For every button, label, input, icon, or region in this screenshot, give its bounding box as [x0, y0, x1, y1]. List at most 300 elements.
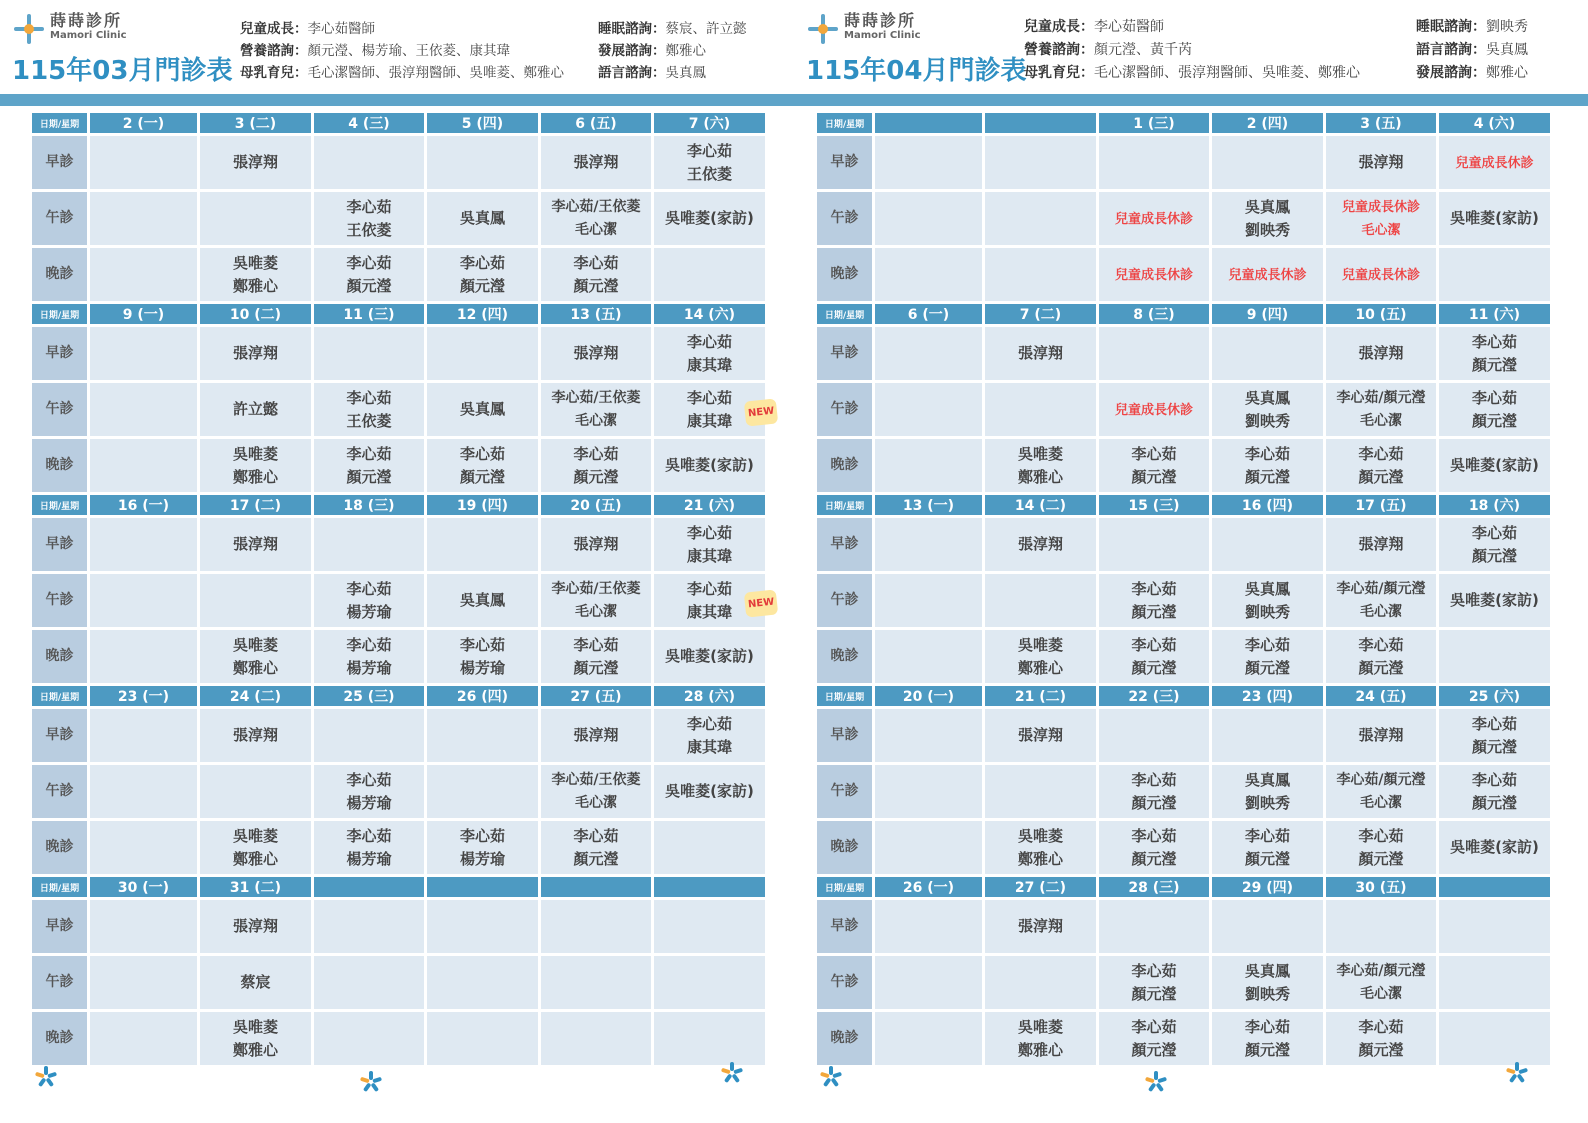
schedule-cell [90, 327, 197, 383]
schedule-cell [1326, 383, 1436, 439]
date-label-cell: 日期/星期 [817, 495, 872, 518]
schedule-cell-text: 吳唯菱 鄭雅心 [1017, 1017, 1063, 1059]
schedule-cell [1099, 327, 1209, 383]
schedule-cell-text: 李心茹 康其瑋 [686, 523, 732, 565]
slot-label-cell: 晚診 [32, 439, 87, 495]
day-header-cell: 22 (三) [1099, 686, 1209, 709]
schedule-cell [1326, 574, 1436, 630]
schedule-cell [985, 383, 1096, 439]
schedule-cell-text: 李心茹 顏元瀅 [1471, 523, 1517, 565]
schedule-cell [541, 900, 651, 956]
schedule-cell [541, 574, 651, 630]
schedule-cell [200, 709, 311, 765]
schedule-cell-text: 吳唯菱(家訪) [1450, 838, 1539, 856]
slot-label-cell: 早診 [817, 136, 872, 192]
date-label-cell: 日期/星期 [817, 304, 872, 327]
schedule-cell [200, 383, 311, 439]
slot-label-cell: 早診 [32, 327, 87, 383]
schedule-cell-text: 李心茹/王依菱 毛心潔 [551, 580, 641, 620]
schedule-cell [90, 439, 197, 495]
schedule-cell-text: 李心茹 楊芳瑜 [459, 635, 505, 677]
schedule-cell [90, 383, 197, 439]
clinic-name-en: Mamori Clinic [844, 30, 921, 41]
schedule-cell [1212, 956, 1323, 1012]
schedule-cell-text: 吳唯菱 鄭雅心 [1017, 826, 1063, 868]
schedule-cell [427, 630, 538, 686]
clinic-name-cn: 蒔蒔診所 [844, 11, 917, 30]
day-header-cell: 21 (六) [654, 495, 765, 518]
schedule-cell [427, 439, 538, 495]
schedule-cell [1099, 1012, 1209, 1068]
schedule-cell-text: 吳唯菱(家訪) [1450, 209, 1539, 227]
schedule-cell-text: 張淳翔 [1017, 535, 1063, 553]
schedule-cell [1212, 192, 1323, 248]
schedule-cell [1099, 136, 1209, 192]
schedule-cell [1212, 518, 1323, 574]
schedule-cell-text: 李心茹 顏元瀅 [1131, 444, 1177, 486]
day-header-cell: 10 (五) [1326, 304, 1436, 327]
schedule-cell [985, 709, 1096, 765]
schedule-cell [427, 518, 538, 574]
march-schedule [32, 113, 775, 1068]
schedule-cell [1439, 192, 1550, 248]
schedule-cell [654, 574, 775, 630]
schedule-cell [314, 574, 424, 630]
day-header-cell [875, 113, 982, 136]
schedule-cell-text: 吳唯菱(家訪) [665, 209, 754, 227]
schedule-cell-text: 吳真鳳 劉映秀 [1244, 197, 1290, 239]
day-header-cell: 11 (六) [1439, 304, 1550, 327]
schedule-cell-text: 李心茹 顏元瀅 [1131, 770, 1177, 812]
slot-label-cell: 晚診 [32, 821, 87, 877]
schedule-cell [541, 192, 651, 248]
day-header-cell: 23 (四) [1212, 686, 1323, 709]
schedule-cell [1099, 821, 1209, 877]
schedule-cell [875, 821, 982, 877]
day-header-cell: 13 (五) [541, 304, 651, 327]
schedule-cell [314, 439, 424, 495]
schedule-cell-text: 吳真鳳 劉映秀 [1244, 579, 1290, 621]
schedule-cell [985, 956, 1096, 1012]
schedule-cell [1099, 630, 1209, 686]
schedule-cell [875, 900, 982, 956]
schedule-cell [1099, 709, 1209, 765]
schedule-cell [654, 383, 775, 439]
schedule-cell-text: 吳唯菱 鄭雅心 [232, 635, 278, 677]
day-header-cell: 9 (一) [90, 304, 197, 327]
day-header-cell: 23 (一) [90, 686, 197, 709]
schedule-cell [314, 709, 424, 765]
april-schedule-table [814, 113, 1553, 1068]
schedule-cell [1439, 574, 1550, 630]
day-header-cell: 28 (三) [1099, 877, 1209, 900]
schedule-cell [1439, 136, 1550, 192]
schedule-cell [200, 439, 311, 495]
date-label-cell: 日期/星期 [817, 686, 872, 709]
day-header-cell: 24 (五) [1326, 686, 1436, 709]
schedule-cell [1212, 136, 1323, 192]
schedule-cell [541, 439, 651, 495]
schedule-cell [90, 900, 197, 956]
schedule-cell-text: 李心茹 顏元瀅 [1244, 635, 1290, 677]
schedule-cell [314, 1012, 424, 1068]
schedule-cell [1326, 439, 1436, 495]
schedule-cell [1439, 439, 1550, 495]
schedule-cell [427, 248, 538, 304]
schedule-cell-text: 李心茹 王依菱 [346, 388, 392, 430]
day-header-cell: 26 (一) [875, 877, 982, 900]
march-info-left: 兒童成長：李心茹醫師 營養諮詢：顏元瀅、楊芳瑜、王依菱、康其瑋 母乳育兒：毛心潔醫師、張淳翔醫師、吳唯菱、鄭雅心 [240, 21, 564, 81]
schedule-cell-text: 兒童成長休診 [1341, 267, 1420, 283]
slot-label-cell: 午診 [32, 383, 87, 439]
day-header-cell: 20 (一) [875, 686, 982, 709]
schedule-cell-text: 李心茹 顏元瀅 [1358, 635, 1404, 677]
date-label-cell: 日期/星期 [817, 877, 872, 900]
date-label-cell: 日期/星期 [32, 686, 87, 709]
schedule-cell [90, 248, 197, 304]
schedule-cell [427, 136, 538, 192]
schedule-cell [1099, 192, 1209, 248]
march-info-right: 睡眠諮詢：蔡宸、許立懿 發展諮詢：鄭雅心 語言諮詢：吳真鳳 [598, 21, 747, 81]
schedule-cell [1439, 327, 1550, 383]
schedule-cell [1212, 630, 1323, 686]
schedule-cell [1439, 900, 1550, 956]
day-header-cell [314, 877, 424, 900]
schedule-cell [90, 709, 197, 765]
schedule-cell [1439, 518, 1550, 574]
schedule-cell [90, 630, 197, 686]
day-header-cell: 10 (二) [200, 304, 311, 327]
schedule-cell [875, 709, 982, 765]
schedule-cell-text: 李心茹 顏元瀅 [1471, 770, 1517, 812]
schedule-cell-text: 李心茹 康其瑋 [686, 714, 732, 756]
schedule-cell [90, 956, 197, 1012]
schedule-cell [654, 518, 765, 574]
schedule-cell [314, 248, 424, 304]
schedule-cell-text: 李心茹 顏元瀅 [1131, 826, 1177, 868]
schedule-cell [200, 574, 311, 630]
day-header-cell: 18 (三) [314, 495, 424, 518]
schedule-cell [314, 383, 424, 439]
day-header-cell: 2 (四) [1212, 113, 1323, 136]
schedule-cell-text: 李心茹 顏元瀅 [1471, 714, 1517, 756]
schedule-cell-text: 張淳翔 [232, 344, 278, 362]
schedule-cell-text: 李心茹 楊芳瑜 [346, 826, 392, 868]
schedule-cell [90, 765, 197, 821]
slot-label-cell: 午診 [32, 765, 87, 821]
schedule-cell [541, 765, 651, 821]
schedule-cell-text: 張淳翔 [232, 726, 278, 744]
schedule-cell [1212, 709, 1323, 765]
date-label-cell: 日期/星期 [32, 495, 87, 518]
schedule-cell-text: 吳真鳳 [459, 209, 505, 227]
slot-label-cell: 午診 [817, 574, 872, 630]
new-badge: NEW [744, 589, 779, 617]
day-header-cell: 14 (二) [985, 495, 1096, 518]
schedule-cell [427, 383, 538, 439]
schedule-cell-text: 張淳翔 [573, 153, 619, 171]
schedule-cell [875, 956, 982, 1012]
schedule-cell [541, 383, 651, 439]
schedule-cell [541, 248, 651, 304]
day-header-cell: 28 (六) [654, 686, 765, 709]
schedule-cell [200, 956, 311, 1012]
schedule-cell [875, 765, 982, 821]
day-header-cell: 30 (五) [1326, 877, 1436, 900]
schedule-cell [985, 900, 1096, 956]
schedule-cell-text: 李心茹 王依菱 [686, 141, 732, 183]
schedule-cell [985, 248, 1096, 304]
schedule-cell-text: 兒童成長休診 [1228, 267, 1307, 283]
schedule-cell-text: 李心茹 顏元瀅 [1358, 444, 1404, 486]
schedule-cell [985, 765, 1096, 821]
schedule-cell [541, 709, 651, 765]
schedule-cell [1439, 765, 1550, 821]
day-header-cell [541, 877, 651, 900]
schedule-cell-text: 吳唯菱(家訪) [1450, 591, 1539, 609]
schedule-cell-text: 李心茹 康其瑋 [686, 388, 732, 430]
slot-label-cell: 早診 [32, 518, 87, 574]
clinic-logo [12, 12, 127, 46]
schedule-cell [1212, 900, 1323, 956]
slot-label-cell: 晚診 [817, 821, 872, 877]
schedule-cell [427, 327, 538, 383]
schedule-cell-text: 吳唯菱(家訪) [665, 647, 754, 665]
schedule-cell-text: 李心茹/顏元瀅 毛心潔 [1336, 389, 1426, 429]
day-header-cell: 21 (二) [985, 686, 1096, 709]
schedule-cell [1212, 765, 1323, 821]
schedule-cell [541, 1012, 651, 1068]
schedule-cell [90, 192, 197, 248]
schedule-cell [875, 136, 982, 192]
sparkle-icon [1145, 1071, 1167, 1093]
schedule-cell [654, 248, 765, 304]
schedule-cell-text: 張淳翔 [573, 344, 619, 362]
schedule-cell [1099, 956, 1209, 1012]
schedule-cell [200, 136, 311, 192]
schedule-cell [654, 1012, 765, 1068]
schedule-cell [314, 900, 424, 956]
day-header-cell: 4 (三) [314, 113, 424, 136]
schedule-cell-text: 兒童成長休診 毛心潔 [1341, 199, 1420, 238]
schedule-cell [427, 956, 538, 1012]
schedule-cell [427, 765, 538, 821]
schedule-cell [90, 136, 197, 192]
day-header-cell: 3 (五) [1326, 113, 1436, 136]
schedule-cell-text: 張淳翔 [1358, 726, 1404, 744]
schedule-cell [541, 821, 651, 877]
slot-label-cell: 晚診 [32, 248, 87, 304]
day-header-cell: 2 (一) [90, 113, 197, 136]
day-header-cell: 16 (一) [90, 495, 197, 518]
slot-label-cell: 晚診 [817, 1012, 872, 1068]
schedule-cell [1439, 248, 1550, 304]
slot-label-cell: 早診 [817, 327, 872, 383]
schedule-cell [1212, 383, 1323, 439]
schedule-cell [1326, 765, 1436, 821]
day-header-cell: 16 (四) [1212, 495, 1323, 518]
sparkle-icon [820, 1066, 842, 1088]
schedule-cell [1326, 248, 1436, 304]
day-header-cell: 13 (一) [875, 495, 982, 518]
march-schedule-table [29, 113, 775, 1068]
slot-label-cell: 午診 [817, 765, 872, 821]
slot-label-cell: 早診 [817, 900, 872, 956]
schedule-cell [654, 709, 765, 765]
schedule-cell-text: 李心茹 顏元瀅 [1244, 444, 1290, 486]
day-header-cell: 17 (五) [1326, 495, 1436, 518]
slot-label-cell: 早診 [32, 709, 87, 765]
slot-label-cell: 晚診 [817, 439, 872, 495]
schedule-cell [1326, 821, 1436, 877]
slot-label-cell: 晚診 [32, 1012, 87, 1068]
day-header-cell: 14 (六) [654, 304, 765, 327]
date-label-cell: 日期/星期 [32, 304, 87, 327]
schedule-cell-text: 李心茹 顏元瀅 [1358, 826, 1404, 868]
schedule-cell-text: 李心茹/王依菱 毛心潔 [551, 198, 641, 238]
slot-label-cell: 午診 [32, 574, 87, 630]
schedule-cell-text: 吳真鳳 [459, 400, 505, 418]
schedule-cell [427, 192, 538, 248]
schedule-cell [1439, 956, 1550, 1012]
schedule-cell [1326, 1012, 1436, 1068]
schedule-cell [541, 630, 651, 686]
schedule-cell-text: 李心茹/顏元瀅 毛心潔 [1336, 771, 1426, 811]
slot-label-cell: 午診 [32, 956, 87, 1012]
schedule-cell [1099, 765, 1209, 821]
day-header-cell: 30 (一) [90, 877, 197, 900]
sparkle-icon [35, 1066, 57, 1088]
schedule-cell [654, 327, 765, 383]
day-header-cell: 20 (五) [541, 495, 651, 518]
date-label-cell: 日期/星期 [32, 877, 87, 900]
day-header-cell: 7 (二) [985, 304, 1096, 327]
schedule-cell-text: 李心茹/顏元瀅 毛心潔 [1336, 962, 1426, 1002]
schedule-cell [654, 956, 765, 1012]
schedule-cell-text: 張淳翔 [573, 726, 619, 744]
schedule-cell-text: 李心茹 顏元瀅 [1471, 332, 1517, 374]
schedule-cell-text: 張淳翔 [1017, 917, 1063, 935]
schedule-cell [654, 439, 765, 495]
day-header-cell: 3 (二) [200, 113, 311, 136]
schedule-cell-text: 張淳翔 [232, 535, 278, 553]
day-header-cell: 25 (六) [1439, 686, 1550, 709]
schedule-cell-text: 吳唯菱 鄭雅心 [1017, 444, 1063, 486]
schedule-cell [1212, 327, 1323, 383]
clinic-logo [806, 12, 921, 46]
schedule-cell [985, 821, 1096, 877]
schedule-cell [1326, 518, 1436, 574]
schedule-cell [200, 518, 311, 574]
schedule-cell-text: 李心茹 顏元瀅 [346, 444, 392, 486]
schedule-cell-text: 李心茹 顏元瀅 [1244, 1017, 1290, 1059]
schedule-cell [985, 1012, 1096, 1068]
schedule-cell [1099, 248, 1209, 304]
schedule-cell [875, 630, 982, 686]
day-header-cell: 1 (三) [1099, 113, 1209, 136]
schedule-cell [1326, 136, 1436, 192]
slot-label-cell: 早診 [32, 900, 87, 956]
schedule-cell [1212, 1012, 1323, 1068]
schedule-cell [314, 518, 424, 574]
sparkle-icon [1506, 1062, 1528, 1084]
schedule-cell [875, 327, 982, 383]
schedule-cell [314, 136, 424, 192]
clinic-cross-icon [12, 12, 46, 46]
day-header-cell [427, 877, 538, 900]
schedule-cell [1439, 1012, 1550, 1068]
slot-label-cell: 午診 [817, 383, 872, 439]
schedule-cell [875, 574, 982, 630]
schedule-cell [541, 136, 651, 192]
schedule-cell-text: 吳唯菱(家訪) [1450, 456, 1539, 474]
schedule-cell [1439, 709, 1550, 765]
april-schedule [817, 113, 1553, 1068]
date-label-cell: 日期/星期 [817, 113, 872, 136]
schedule-cell-text: 李心茹 康其瑋 [686, 332, 732, 374]
schedule-cell [654, 192, 765, 248]
day-header-cell [985, 113, 1096, 136]
march-title: 115年03月門診表 [12, 56, 233, 86]
schedule-cell-text: 李心茹 顏元瀅 [573, 826, 619, 868]
schedule-cell [1212, 574, 1323, 630]
schedule-cell [1326, 709, 1436, 765]
slot-label-cell: 午診 [32, 192, 87, 248]
new-badge: NEW [744, 398, 779, 426]
schedule-cell [985, 136, 1096, 192]
schedule-cell [314, 630, 424, 686]
schedule-cell-text: 李心茹 顏元瀅 [1244, 826, 1290, 868]
slot-label-cell: 早診 [32, 136, 87, 192]
schedule-cell [90, 821, 197, 877]
schedule-cell-text: 吳真鳳 [459, 591, 505, 609]
day-header-cell: 7 (六) [654, 113, 765, 136]
slot-label-cell: 早診 [817, 518, 872, 574]
schedule-cell-text: 李心茹 王依菱 [346, 197, 392, 239]
schedule-cell-text: 李心茹 顏元瀅 [1471, 388, 1517, 430]
schedule-cell-text: 吳唯菱 鄭雅心 [232, 444, 278, 486]
slot-label-cell: 晚診 [32, 630, 87, 686]
clinic-cross-icon [806, 12, 840, 46]
day-header-cell: 15 (三) [1099, 495, 1209, 518]
schedule-cell [985, 439, 1096, 495]
day-header-cell: 29 (四) [1212, 877, 1323, 900]
schedule-cell [1326, 192, 1436, 248]
schedule-cell [541, 327, 651, 383]
schedule-cell-text: 蔡宸 [240, 973, 271, 991]
day-header-cell: 18 (六) [1439, 495, 1550, 518]
schedule-cell [875, 1012, 982, 1068]
schedule-cell [90, 1012, 197, 1068]
day-header-cell: 8 (三) [1099, 304, 1209, 327]
schedule-cell [200, 900, 311, 956]
schedule-cell-text: 李心茹 顏元瀅 [1358, 1017, 1404, 1059]
schedule-cell [1439, 630, 1550, 686]
schedule-cell [1212, 821, 1323, 877]
schedule-cell [314, 765, 424, 821]
schedule-cell-text: 兒童成長休診 [1455, 155, 1534, 171]
day-header-cell: 11 (三) [314, 304, 424, 327]
april-info-right: 睡眠諮詢：劉映秀 語言諮詢：吳真鳳 發展諮詢：鄭雅心 [1416, 19, 1528, 81]
schedule-cell-text: 李心茹 康其瑋 [686, 579, 732, 621]
schedule-cell [427, 821, 538, 877]
schedule-cell-text: 吳唯菱 鄭雅心 [232, 826, 278, 868]
schedule-cell-text: 李心茹 楊芳瑜 [346, 579, 392, 621]
schedule-cell [654, 765, 765, 821]
schedule-cell-text: 張淳翔 [1017, 344, 1063, 362]
schedule-cell-text: 張淳翔 [1358, 153, 1404, 171]
schedule-cell [1099, 383, 1209, 439]
